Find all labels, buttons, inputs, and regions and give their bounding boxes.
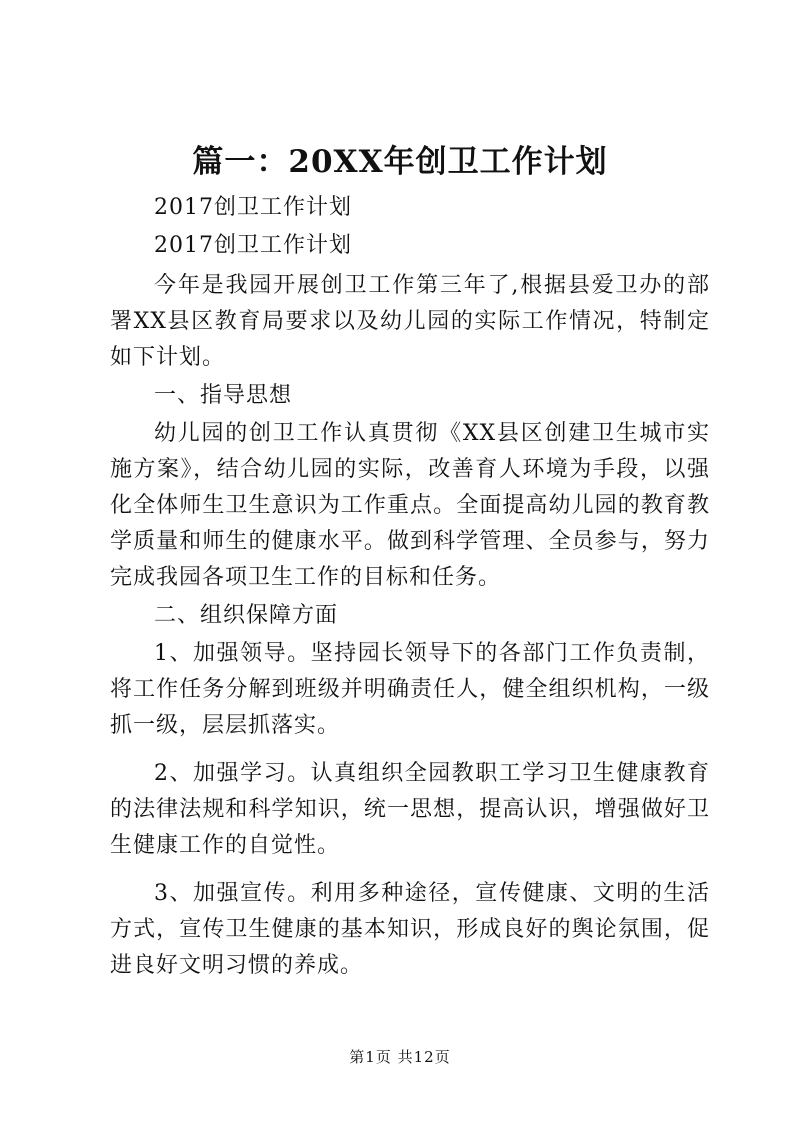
paragraph-subtitle-1: 2017创卫工作计划 (154, 195, 352, 220)
paragraph-item-3: 3、加强宣传。利用多种途径，宣传健康、文明的生活方式，宣传卫生健康的基本知识，形成良好的舆论氛围，促进良好文明习惯的养成。 (110, 881, 710, 978)
paragraph-intro: 今年是我园开展创卫工作第三年了,根据县爱卫办的部署XX县区教育局要求以及幼儿园的实际工作情况，特制定如下计划。 (110, 273, 710, 370)
paragraph-subtitle-2: 2017创卫工作计划 (154, 233, 352, 258)
document-title: 篇一：20XX年创卫工作计划 (192, 144, 608, 180)
document-body (110, 190, 710, 984)
section-heading-organization: 二、组织保障方面 (154, 603, 339, 628)
paragraph-guiding-ideology: 幼儿园的创卫工作认真贯彻《XX县区创建卫生城市实施方案》，结合幼儿园的实际，改善育人环境为手段，以强化全体师生卫生意识为工作重点。全面提高幼儿园的教育教学质量和师生的健康水平。做到科学管理、全员参与，努力完成我园各项卫生工作的目标和任务。 (110, 421, 710, 590)
section-heading-guiding-ideology: 一、指导思想 (154, 383, 293, 408)
paragraph-item-1: 1、加强领导。坚持园长领导下的各部门工作负责制，将工作任务分解到班级并明确责任人，健全组织机构，一级抓一级，层层抓落实。 (110, 641, 710, 738)
paragraph-item-2: 2、加强学习。认真组织全园教职工学习卫生健康教育的法律法规和科学知识，统一思想，提高认识，增强做好卫生健康工作的自觉性。 (110, 761, 710, 858)
page-footer: 第1页 共12页 (349, 1048, 451, 1066)
